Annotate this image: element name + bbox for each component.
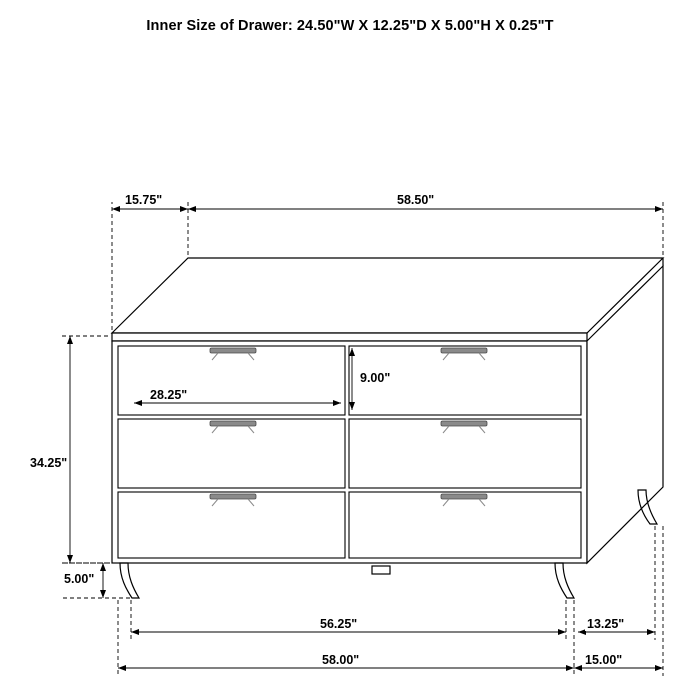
dim-label-overall-depth: 15.00" xyxy=(585,653,623,667)
dim-label-side-depth: 13.25" xyxy=(587,617,625,631)
dim-label-drawer-width: 28.25" xyxy=(150,388,188,402)
dim-label-drawer-height: 9.00" xyxy=(360,371,391,385)
handle-middle-right xyxy=(441,421,487,426)
dim-label-cabinet-height: 34.25" xyxy=(30,456,68,470)
page-title: Inner Size of Drawer: 24.50"W X 12.25"D X 5.00"H X 0.25"T xyxy=(146,18,554,34)
handle-top-left xyxy=(210,348,256,353)
dresser-body xyxy=(112,258,663,563)
dim-label-width-top: 58.50" xyxy=(397,193,435,207)
dresser-top-panel xyxy=(112,258,663,333)
dim-label-leg-height: 5.00" xyxy=(64,572,95,586)
dim-label-depth-top: 15.75" xyxy=(125,193,163,207)
dim-label-base-width: 56.25" xyxy=(320,617,358,631)
dim-label-overall-width: 58.00" xyxy=(322,653,360,667)
handle-top-right xyxy=(441,348,487,353)
leg-front-right xyxy=(555,563,574,598)
handle-bottom-left xyxy=(210,494,256,499)
handle-bottom-right xyxy=(441,494,487,499)
dresser-top-edge xyxy=(112,333,587,341)
center-bracket xyxy=(372,566,390,574)
handle-middle-left xyxy=(210,421,256,426)
leg-front-left xyxy=(120,563,139,598)
